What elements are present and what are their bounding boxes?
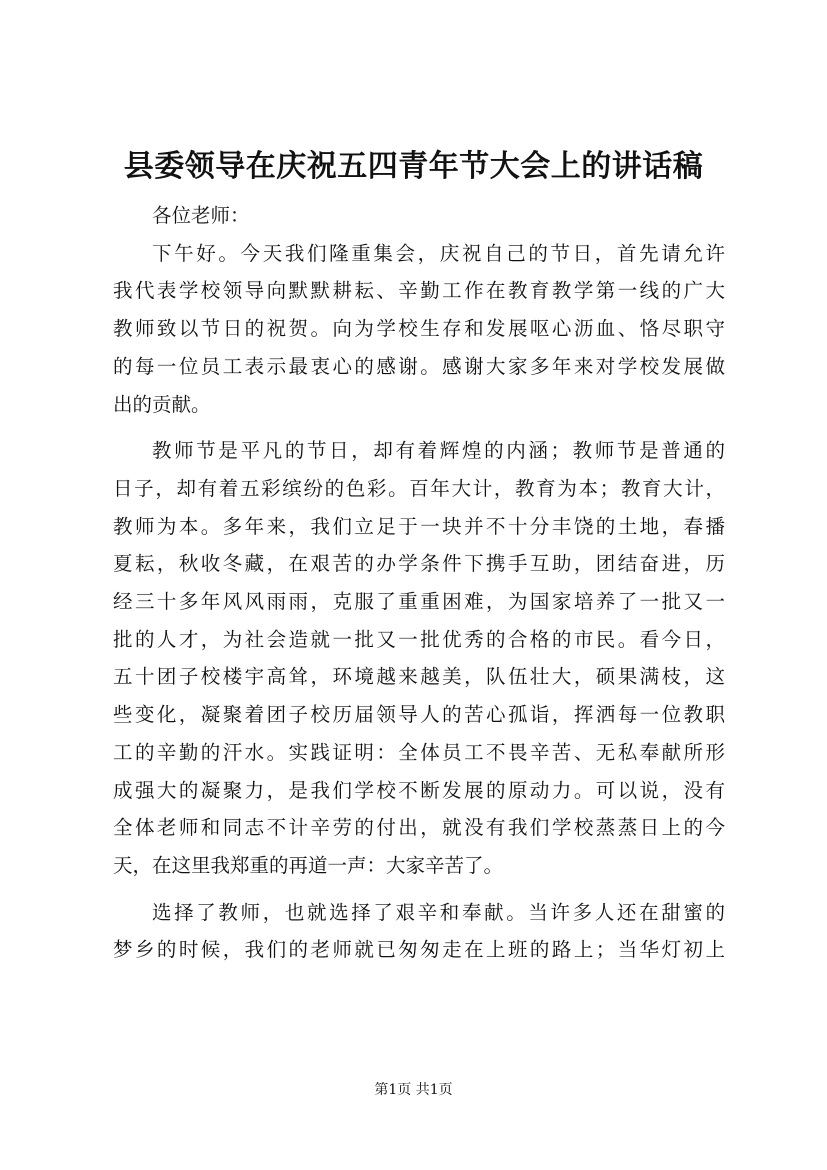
paragraph-line: 工的辛勤的汗水。实践证明：全体员工不畏辛苦、无私奉献所形: [113, 740, 725, 764]
paragraph-line: 我代表学校领导向默默耕耘、辛勤工作在教育教学第一线的广大: [113, 279, 725, 303]
paragraph-line: 些变化，凝聚着团子校历届领导人的苦心孤诣，挥洒每一位教职: [113, 703, 725, 727]
paragraph-line: 成强大的凝聚力，是我们学校不断发展的原动力。可以说，没有: [113, 778, 725, 802]
paragraph-line: 日子，却有着五彩缤纷的色彩。百年大计，教育为本；教育大计，: [113, 476, 725, 500]
paragraph-line: 夏耘，秋收冬藏，在艰苦的办学条件下携手互助，团结奋进，历: [113, 552, 725, 576]
paragraph-line: 五十团子校楼宇高耸，环境越来越美，队伍壮大，硕果满枝，这: [113, 665, 725, 689]
page-number-footer: 第1页 共1页: [374, 1082, 453, 1098]
paragraph-line: 经三十多年风风雨雨，克服了重重困难，为国家培养了一批又一: [113, 590, 725, 614]
paragraph-line: 选择了教师，也就选择了艰辛和奉献。当许多人还在甜蜜的: [152, 900, 725, 924]
paragraph-line: 教师为本。多年来，我们立足于一块并不十分丰饶的土地，春播: [113, 514, 725, 538]
paragraph-line: 梦乡的时候，我们的老师就已匆匆走在上班的路上；当华灯初上: [113, 938, 725, 962]
paragraph-line: 全体老师和同志不计辛劳的付出，就没有我们学校蒸蒸日上的今: [113, 816, 725, 840]
paragraph-2: [113, 432, 725, 884]
greeting-line: 各位老师：: [152, 204, 250, 227]
paragraph-1: [113, 235, 725, 424]
paragraph-3: [113, 894, 725, 969]
document-body: [113, 197, 725, 969]
paragraph-line: 下午好。今天我们隆重集会，庆祝自己的节日，首先请允许: [152, 241, 725, 265]
paragraph-line: 批的人才，为社会造就一批又一批优秀的合格的市民。看今日，: [113, 627, 725, 651]
paragraph-line: 天，在这里我郑重的再道一声：大家辛苦了。: [113, 853, 504, 877]
paragraph-line: 的每一位员工表示最衷心的感谢。感谢大家多年来对学校发展做: [113, 354, 725, 378]
paragraph-line: 出的贡献。: [113, 392, 211, 416]
document-title: 县委领导在庆祝五四青年节大会上的讲话稿: [123, 149, 704, 184]
paragraph-line: 教师节是平凡的节日，却有着辉煌的内涵；教师节是普通的: [152, 439, 725, 463]
paragraph-line: 教师致以节日的祝贺。向为学校生存和发展呕心沥血、恪尽职守: [113, 317, 725, 341]
